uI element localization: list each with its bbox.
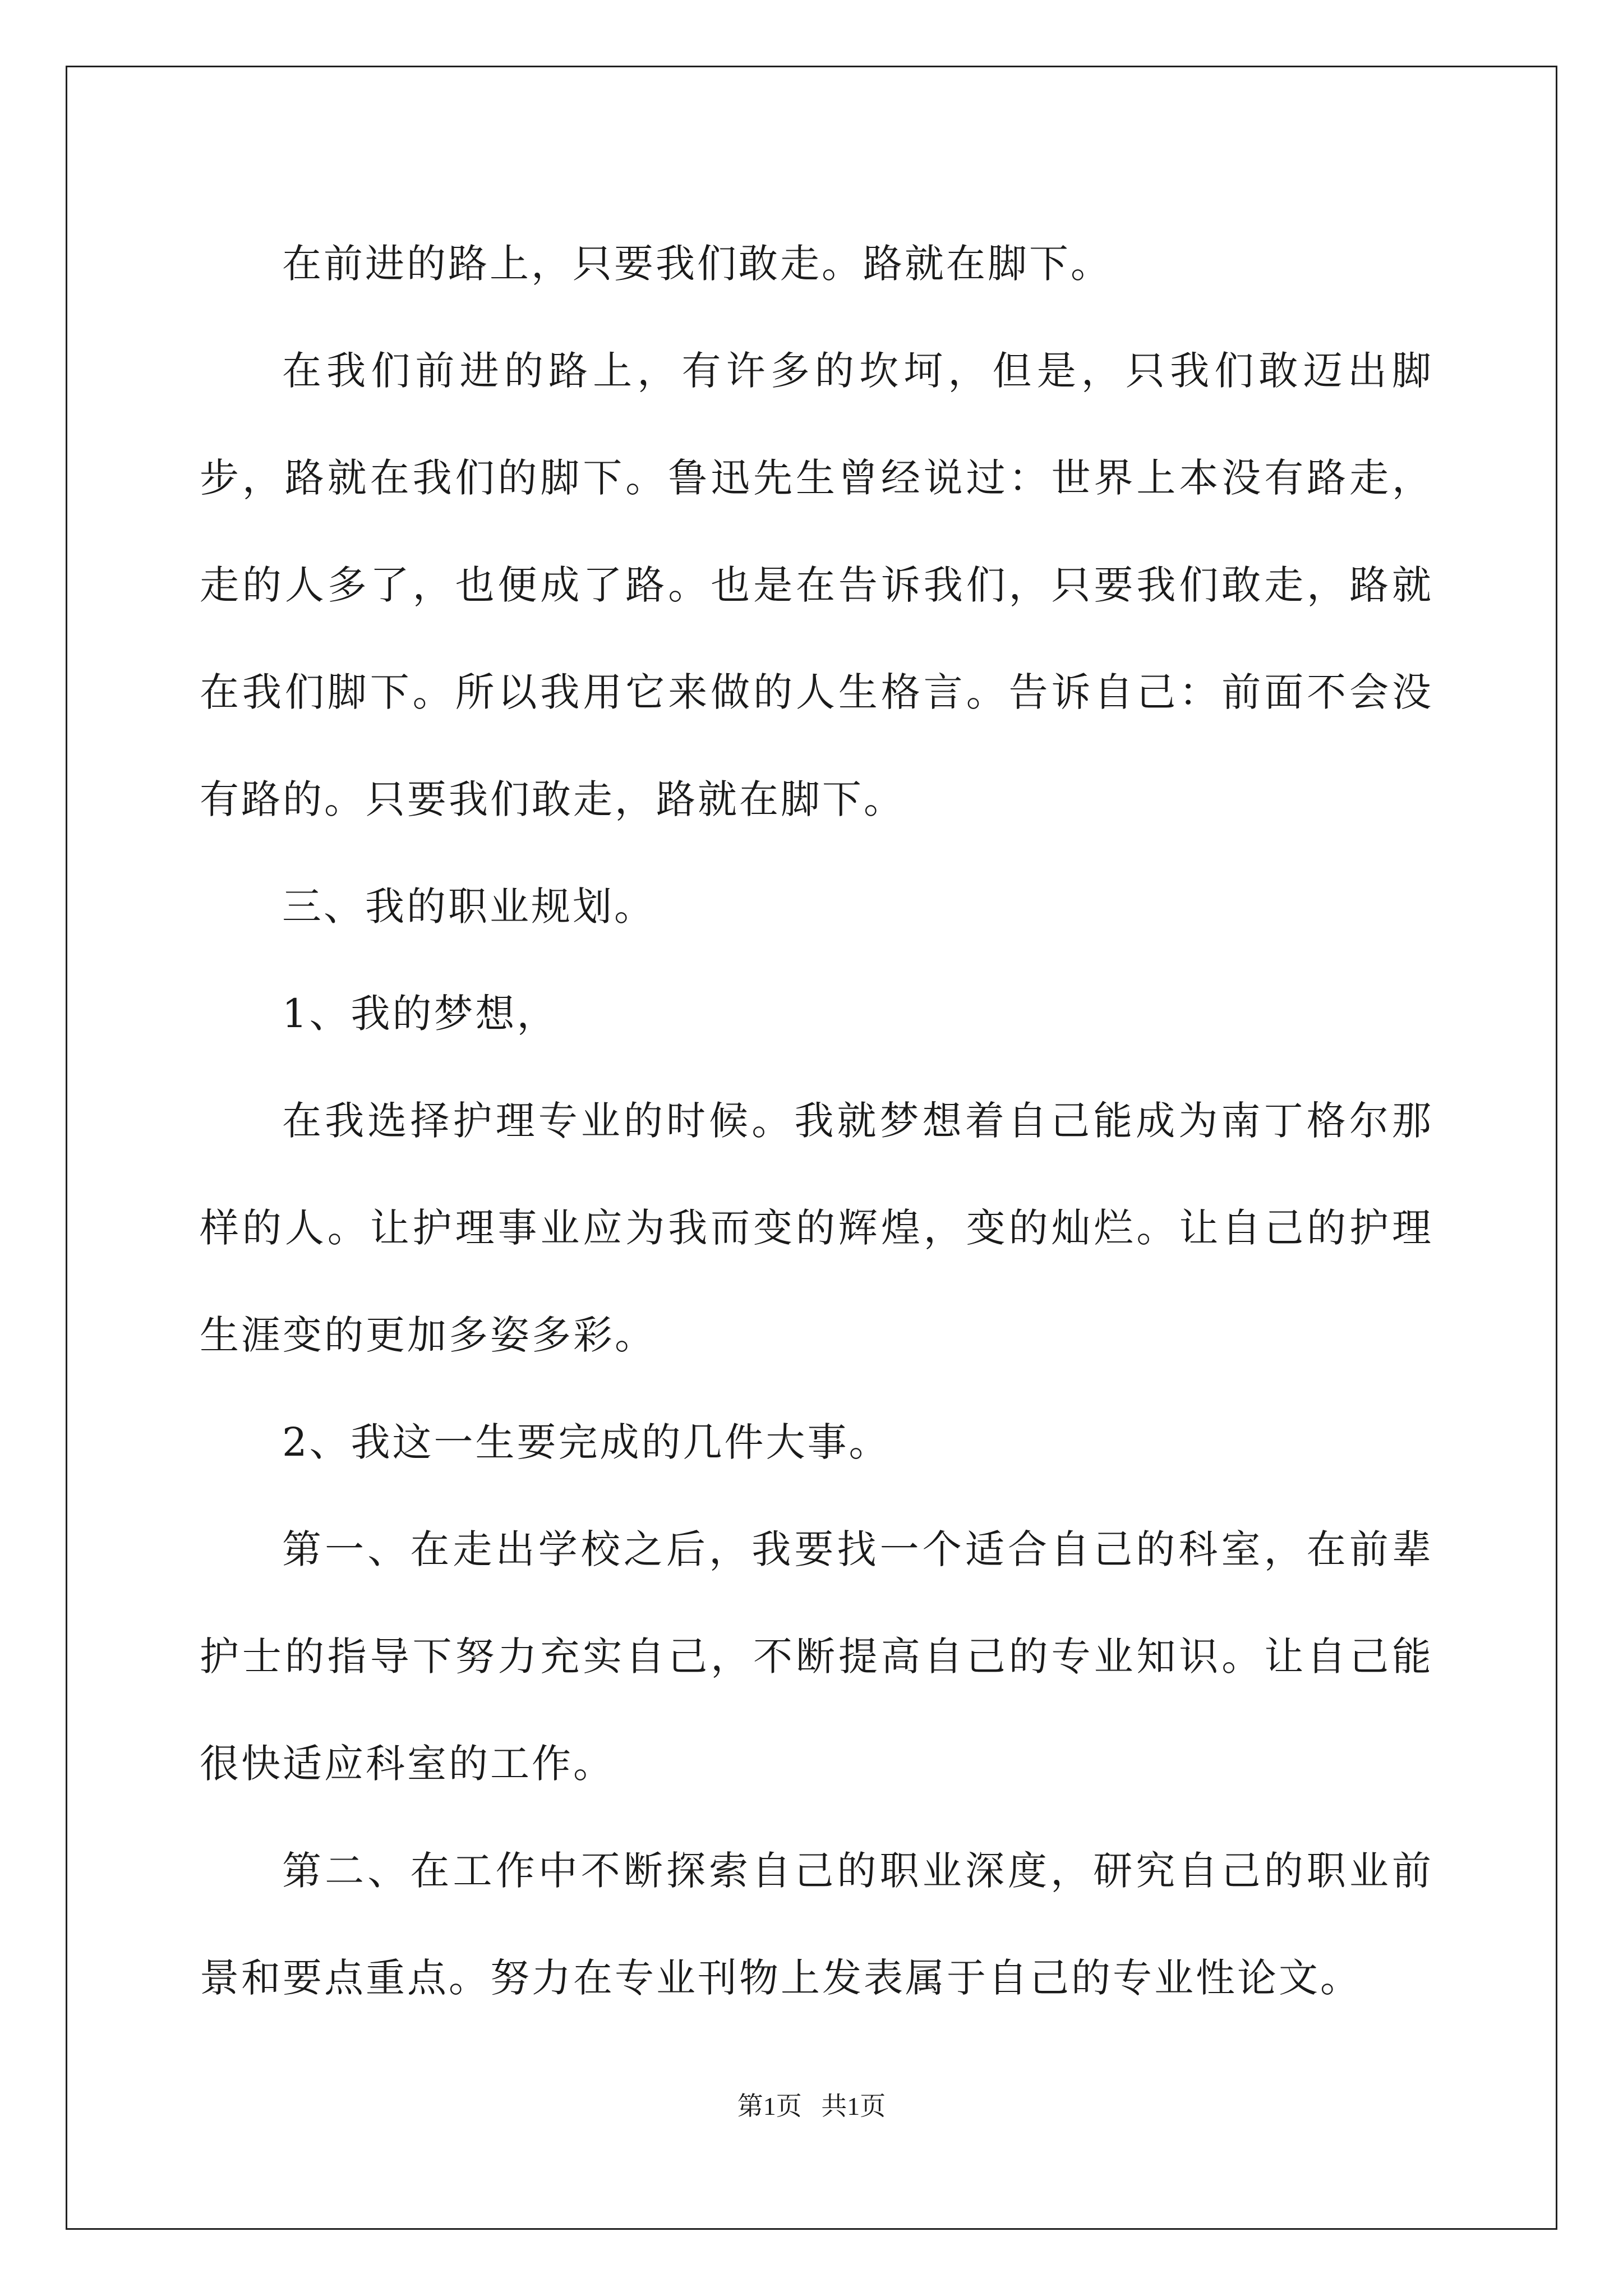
subsection-heading: 2、我这一生要完成的几件大事。	[282, 1419, 891, 1465]
subsection-heading: 1、我的梦想，	[282, 991, 559, 1037]
section-heading: 三、我的职业规划。	[282, 884, 656, 930]
page-number-footer: 第1页 共1页	[737, 2092, 886, 2120]
document-body	[200, 210, 1433, 2032]
paragraph: 第二、在工作中不断探索自己的职业深度，研究自己的职业前景和要点重点。努力在专业刊物上发表属于自己的专业性论文。	[200, 1848, 1433, 2001]
paragraph: 第一、在走出学校之后，我要找一个适合自己的科室，在前辈护士的指导下努力充实自己，不断提高自己的专业知识。让自己能很快适应科室的工作。	[200, 1526, 1433, 1787]
paragraph: 在我选择护理专业的时候。我就梦想着自己能成为南丁格尔那样的人。让护理事业应为我而变的辉煌，变的灿烂。让自己的护理生涯变的更加多姿多彩。	[200, 1098, 1433, 1358]
paragraph: 在我们前进的路上，有许多的坎坷，但是，只我们敢迈出脚步，路就在我们的脚下。鲁迅先生曾经说过：世界上本没有路走，走的人多了，也便成了路。也是在告诉我们，只要我们敢走，路就在我们脚下。所以我用它来做的人生格言。告诉自己：前面不会没有路的。只要我们敢走，路就在脚下。	[200, 348, 1433, 822]
paragraph: 在前进的路上，只要我们敢走。路就在脚下。	[282, 241, 1112, 287]
